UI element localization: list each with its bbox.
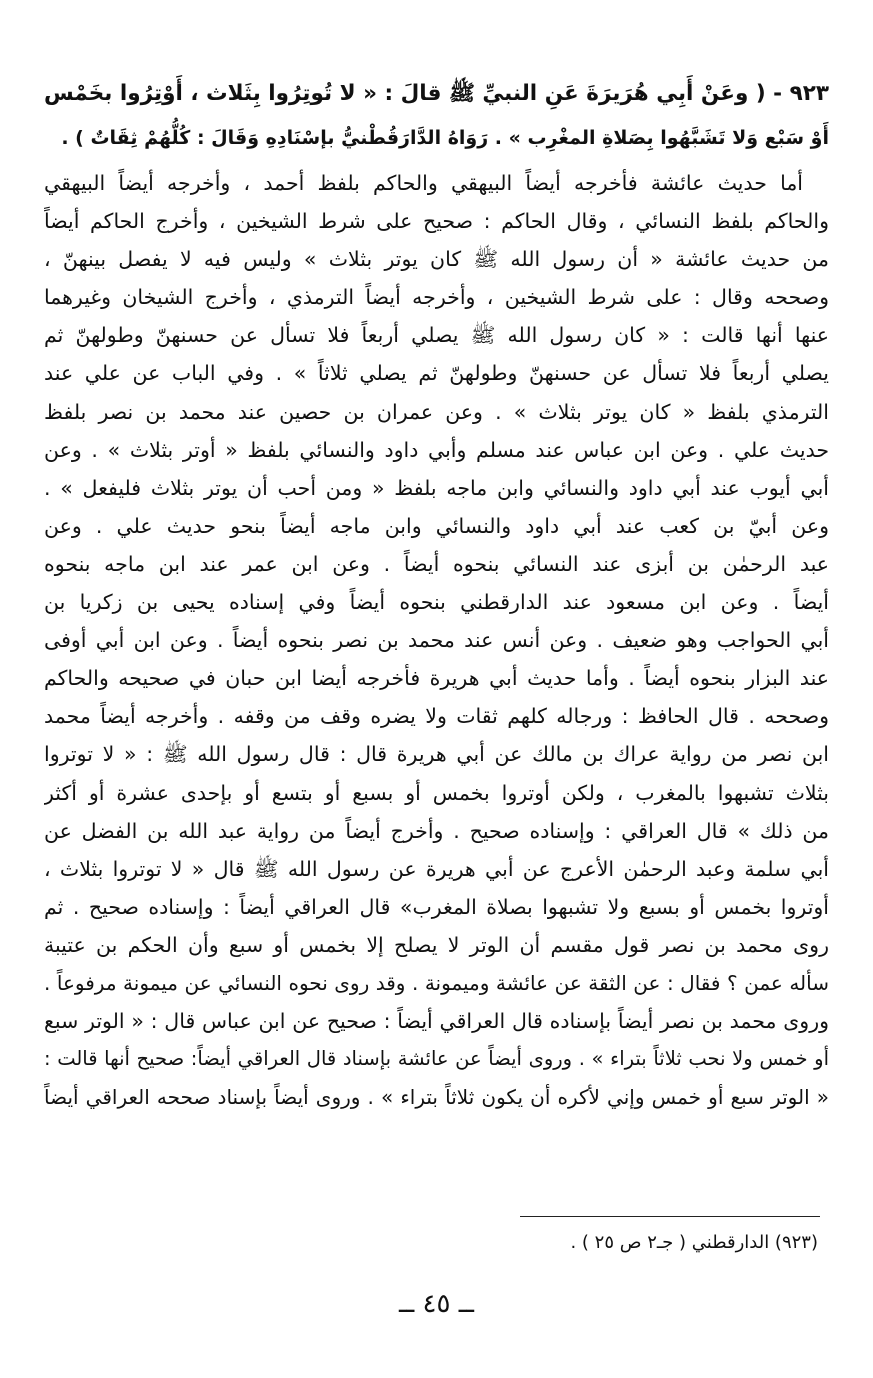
footnote: (٩٢٣) الدارقطني ( جـ٢ ص ٢٥ ) . (570, 1232, 818, 1253)
commentary-line: عنها أنها قالت : « كان رسول الله ﷺ يصلي أربعاً فلا تسأل عن حسنهنّ وطولهنّ ثم (44, 323, 829, 348)
commentary-line: وعن أبيّ بن كعب عند أبي داود والنسائي وابن ماجه أيضاً بنحو حديث علي . وعن (44, 513, 829, 538)
commentary-line: « الوتر سبع أو خمس وإني لأكره أن يكون ثلاثاً بتراء » . وروى أيضاً بإسناد صححه العراقي أيضاً (44, 1085, 829, 1110)
commentary-line: عند البزار بنحوه أيضاً . وأما حديث أبي هريرة فأخرجه أيضا ابن حبان في صحيحه والحاكم (44, 666, 829, 691)
commentary-line: وصححه وقال : على شرط الشيخين ، وأخرجه أيضاً الترمذي ، وأخرج الشيخان وغيرهما (44, 285, 829, 310)
commentary-line: أبي أيوب عند أبي داود والنسائي وابن ماجه بلفظ « ومن أحب أن يوتر بثلاث فليفعل » . (44, 475, 829, 500)
commentary-line: بثلاث تشبهوا بالمغرب ، ولكن أوتروا بخمس أو بسبع أو بتسع أو بإحدى عشرة أو أكثر (44, 780, 829, 805)
commentary-line: أبي سلمة وعبد الرحمٰن الأعرج عن أبي هريرة عن رسول الله ﷺ قال « لا توتروا بثلاث ، (44, 856, 829, 881)
commentary-line: والحاكم بلفظ النسائي ، وقال الحاكم : صحيح على شرط الشيخين ، وأخرج الحاكم أيضاً (44, 209, 829, 234)
commentary-line: سأله عمن ؟ فقال : عن الثقة عن عائشة وميمونة . وقد روى نحوه النسائي عن ميمونة مرفوعاً . (44, 970, 829, 995)
commentary-text (44, 164, 829, 1116)
hadith-line: أَوْ سَبْع وَلا تَشَبَّهُوا بِصَلاةِ المغْرِب » . رَوَاهُ الدَّارَقُطْنيُّ بإسْنَادِهِ وَقَالَ : كُلُّهُمْ ثِقَاتٌ ) . (61, 127, 829, 149)
commentary-line: ابن نصر من رواية عراك بن مالك عن أبي هريرة قال : قال رسول الله ﷺ : « لا توتروا (44, 742, 829, 767)
commentary-line: أو خمس ولا نحب ثلاثاً بتراء » . وروى أيضاً عن عائشة بإسناد قال العراقي أيضاً: صحيح أنها قالت : (44, 1047, 829, 1071)
commentary-line: وروى محمد بن نصر أيضاً بإسناده قال العراقي أيضاً : صحيح عن ابن عباس قال : « الوتر سبع (44, 1009, 829, 1034)
commentary-line: أما حديث عائشة فأخرجه أيضاً البيهقي والحاكم بلفظ أحمد ، وأخرجه أيضاً البيهقي (44, 171, 803, 195)
commentary-line: وصححه . قال الحافظ : ورجاله كلهم ثقات ولا يضره وقف من وقفه . وأخرجه أيضاً محمد (44, 704, 829, 729)
commentary-line: حديث علي . وعن ابن عباس عند مسلم وأبي داود والنسائي بلفظ « أوتر بثلاث » . وعن (44, 437, 829, 462)
commentary-line: عبد الرحمٰن بن أبزى عند النسائي بنحوه أيضاً . وعن ابن عمر عند ابن ماجه بنحوه (44, 551, 829, 576)
commentary-line: أوتروا بخمس أو بسبع ولا تشبهوا بصلاة المغرب» قال العراقي أيضاً : وإسناده صحيح . ثم (44, 894, 829, 919)
hadith-line: ٩٢٣ - ( وعَنْ أَبِي هُرَيرَةَ عَنِ النبيِّ ﷺ قالَ : « لا تُوتِرُوا بِثَلاث ، أَوْتِرُوا بخَمْس (44, 81, 829, 106)
commentary-line: أيضاً . وعن ابن مسعود عند الدارقطني بنحوه أيضاً وفي إسناده يحيى بن زكريا بن (44, 590, 829, 615)
footnote-divider (520, 1216, 820, 1217)
commentary-line: يصلي أربعاً فلا تسأل عن حسنهنّ وطولهنّ ثم يصلي ثلاثاً » . وفي الباب عن علي عند (44, 361, 829, 386)
commentary-line: الترمذي بلفظ « كان يوتر بثلاث » . وعن عمران بن حصين عند محمد بن نصر بلفظ (44, 399, 829, 424)
commentary-line: من ذلك » قال العراقي : وإسناده صحيح . وأخرج أيضاً من رواية عبد الله بن الفضل عن (44, 818, 829, 843)
commentary-line: روى محمد بن نصر قول مقسم أن الوتر لا يصلح إلا بخمس أو سبع وأن الحكم بن عتيبة (44, 932, 829, 957)
page-number: ــ ٤٥ ــ (399, 1289, 474, 1319)
commentary-line: من حديث عائشة « أن رسول الله ﷺ كان يوتر بثلاث » وليس فيه لا يفصل بينهنّ ، (44, 247, 829, 272)
commentary-line: أبي الحواجب وهو ضعيف . وعن أنس عند محمد بن نصر بنحوه أيضاً . وعن ابن أبي أوفى (44, 628, 829, 653)
hadith-text (44, 72, 829, 160)
